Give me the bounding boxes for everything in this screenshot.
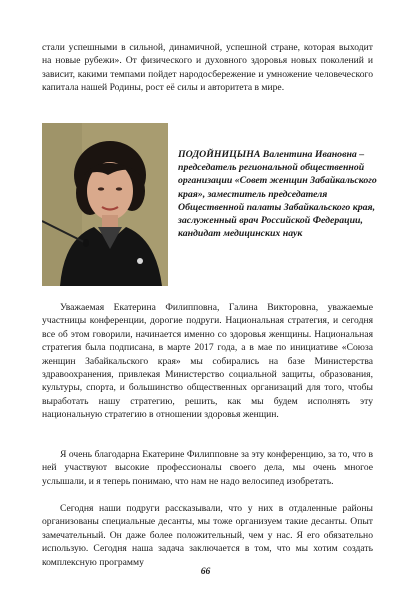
page-number: 66 [200,566,211,577]
intro-paragraph: стали успешными в сильной, динамичной, успешной стране, которая выходит на новые рубежи». От физического и духовного здоровья новых поколений и зависит, какими темпами пойдет народосбережение и умножение человеческого капитала нашей Родины, рост её силы и авторитета в мире. [42,42,373,94]
speaker-description: – председатель региональной общественной организации «Совет женщин Забайкальского края», заместитель председателя Общественной палаты Забайкальского края, заслуженный врач Российской Федерации, кандидат медицинских наук [178,149,377,240]
body-paragraph: Уважаемая Екатерина Филипповна, Галина Викторовна, уважаемые участницы конференции, дорогие подруги. Национальная стратегия, и сегодня все об этом говорили, начинается именно со здоровья женщины. Национальная стратегия была подписана, в марте 2017 года, а в мае по инициативе «Союза женщин Забайкальского края» мы собирались на базе Министерства здравоохранения, привлекая Министерство социальной защиты, образования, культуры, спорта, и большинство общественных организаций для того, чтобы выработать нашу стратегию, решить, как мы будем исполнять эту национальную стратегию в отношении здоровья женщин. [42,302,373,421]
speaker-bio [178,148,378,240]
speaker-name: ПОДОЙНИЦЫНА Валентина Ивановна [178,149,357,160]
body-paragraph: Я очень благодарна Екатерине Филипповне за эту конференцию, за то, что в ней участвуют высокие профессионалы своего дела, мы очень многое услышали, и я теперь понимаю, что нам не надо велосипед изобретать. [42,449,373,487]
body-paragraph: Сегодня наши подруги рассказывали, что у них в отдаленные районы организованы специальные десанты, мы тоже организуем такие десанты. Опыт замечательный. Он даже более положительный, чем у нас. Я его обязательно использую. Сегодня наша задача заключается в том, что мы хотим создать комплексную программу [42,503,373,568]
speaker-photo [42,123,168,286]
